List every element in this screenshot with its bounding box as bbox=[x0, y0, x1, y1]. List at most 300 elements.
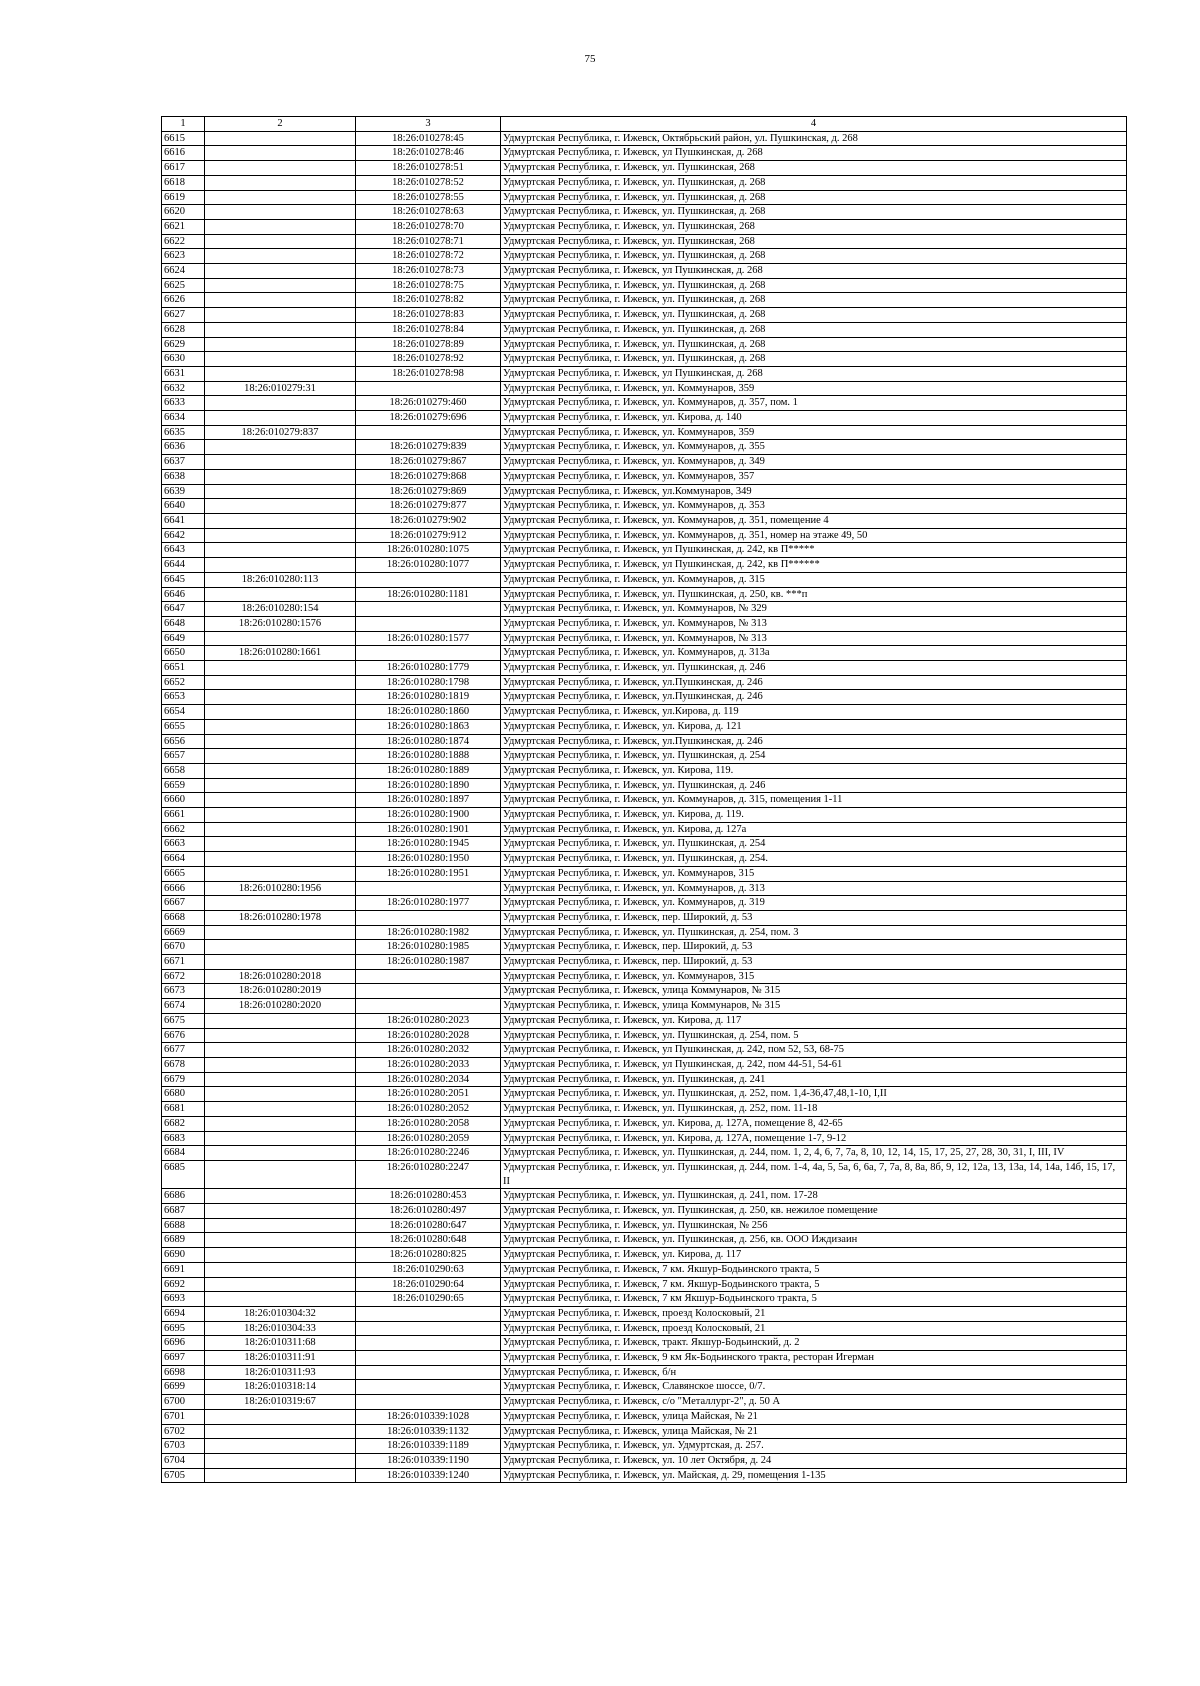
row-number-cell: 6658 bbox=[162, 763, 205, 778]
table-row bbox=[162, 131, 1127, 146]
table-row bbox=[162, 499, 1127, 514]
address-cell: Удмуртская Республика, г. Ижевск, ул. Пушкинская, д. 268 bbox=[501, 322, 1127, 337]
building-cadastral-cell: 18:26:010278:72 bbox=[356, 249, 501, 264]
table-body bbox=[162, 117, 1127, 1483]
row-number-cell: 6634 bbox=[162, 411, 205, 426]
cadastral-number-cell bbox=[205, 705, 356, 720]
row-number-cell: 6639 bbox=[162, 484, 205, 499]
address-cell: Удмуртская Республика, г. Ижевск, ул. Пушкинская, д. 268 bbox=[501, 190, 1127, 205]
row-number-cell: 6670 bbox=[162, 940, 205, 955]
building-cadastral-cell: 18:26:010280:2059 bbox=[356, 1131, 501, 1146]
building-cadastral-cell: 18:26:010280:1901 bbox=[356, 822, 501, 837]
cadastral-number-cell: 18:26:010311:68 bbox=[205, 1336, 356, 1351]
address-cell: Удмуртская Республика, г. Ижевск, ул. Коммунаров, д. 351, номер на этаже 49, 50 bbox=[501, 528, 1127, 543]
cadastral-number-cell bbox=[205, 690, 356, 705]
cadastral-number-cell bbox=[205, 1043, 356, 1058]
row-number-cell: 6678 bbox=[162, 1058, 205, 1073]
table-row bbox=[162, 1453, 1127, 1468]
address-cell: Удмуртская Республика, г. Ижевск, ул. Пушкинская, д. 254 bbox=[501, 749, 1127, 764]
building-cadastral-cell: 18:26:010280:1077 bbox=[356, 558, 501, 573]
row-number-cell: 6686 bbox=[162, 1189, 205, 1204]
address-cell: Удмуртская Республика, г. Ижевск, ул. Пушкинская, д. 268 bbox=[501, 205, 1127, 220]
building-cadastral-cell: 18:26:010280:1779 bbox=[356, 661, 501, 676]
cadastral-number-cell bbox=[205, 1262, 356, 1277]
table-row bbox=[162, 587, 1127, 602]
cadastral-number-cell: 18:26:010280:2019 bbox=[205, 984, 356, 999]
table-row bbox=[162, 866, 1127, 881]
cadastral-number-cell bbox=[205, 234, 356, 249]
table-row bbox=[162, 1292, 1127, 1307]
cadastral-number-cell bbox=[205, 455, 356, 470]
building-cadastral-cell: 18:26:010339:1189 bbox=[356, 1439, 501, 1454]
cadastral-number-cell bbox=[205, 1160, 356, 1188]
row-number-cell: 6628 bbox=[162, 322, 205, 337]
row-number-cell: 6637 bbox=[162, 455, 205, 470]
address-cell: Удмуртская Республика, г. Ижевск, ул. Пушкинская, д. 254, пом. 5 bbox=[501, 1028, 1127, 1043]
address-cell: Удмуртская Республика, г. Ижевск, ул. Пушкинская, д. 241, пом. 17-28 bbox=[501, 1189, 1127, 1204]
building-cadastral-cell: 18:26:010280:2247 bbox=[356, 1160, 501, 1188]
address-cell: Удмуртская Республика, г. Ижевск, ул. Коммунаров, д. 353 bbox=[501, 499, 1127, 514]
cadastral-number-cell bbox=[205, 808, 356, 823]
building-cadastral-cell: 18:26:010280:825 bbox=[356, 1248, 501, 1263]
table-row bbox=[162, 719, 1127, 734]
table-row bbox=[162, 455, 1127, 470]
cadastral-number-cell bbox=[205, 837, 356, 852]
cadastral-number-cell: 18:26:010311:93 bbox=[205, 1365, 356, 1380]
cadastral-number-cell bbox=[205, 719, 356, 734]
address-cell: Удмуртская Республика, г. Ижевск, ул. Кирова, д. 117 bbox=[501, 1013, 1127, 1028]
building-cadastral-cell bbox=[356, 1336, 501, 1351]
cadastral-number-cell bbox=[205, 1116, 356, 1131]
address-cell: Удмуртская Республика, г. Ижевск, ул. Пушкинская, д. 241 bbox=[501, 1072, 1127, 1087]
row-number-cell: 6623 bbox=[162, 249, 205, 264]
address-cell: Удмуртская Республика, г. Ижевск, ул. Коммунаров, № 313 bbox=[501, 616, 1127, 631]
table-row bbox=[162, 969, 1127, 984]
cadastral-number-cell bbox=[205, 352, 356, 367]
address-cell: Удмуртская Республика, г. Ижевск, ул Пушкинская, д. 268 bbox=[501, 146, 1127, 161]
address-cell: Удмуртская Республика, г. Ижевск, ул. Пушкинская, д. 268 bbox=[501, 352, 1127, 367]
row-number-cell: 6618 bbox=[162, 175, 205, 190]
address-cell: Удмуртская Республика, г. Ижевск, ул. Кирова, д. 127А, помещение 1-7, 9-12 bbox=[501, 1131, 1127, 1146]
cadastral-number-cell bbox=[205, 778, 356, 793]
cadastral-number-cell: 18:26:010280:1661 bbox=[205, 646, 356, 661]
building-cadastral-cell: 18:26:010280:1951 bbox=[356, 866, 501, 881]
row-number-cell: 6684 bbox=[162, 1146, 205, 1161]
row-number-cell: 6704 bbox=[162, 1453, 205, 1468]
building-cadastral-cell bbox=[356, 425, 501, 440]
address-cell: Удмуртская Республика, г. Ижевск, ул. Пушкинская, д. 250, кв. ***п bbox=[501, 587, 1127, 602]
cadastral-number-cell: 18:26:010318:14 bbox=[205, 1380, 356, 1395]
building-cadastral-cell: 18:26:010279:460 bbox=[356, 396, 501, 411]
building-cadastral-cell: 18:26:010278:63 bbox=[356, 205, 501, 220]
cadastral-number-cell bbox=[205, 322, 356, 337]
table-row bbox=[162, 1336, 1127, 1351]
cadastral-number-cell: 18:26:010304:32 bbox=[205, 1306, 356, 1321]
row-number-cell: 6617 bbox=[162, 161, 205, 176]
table-row bbox=[162, 1043, 1127, 1058]
address-cell: Удмуртская Республика, г. Ижевск, ул Пушкинская, д. 242, кв П***** bbox=[501, 543, 1127, 558]
table-row bbox=[162, 602, 1127, 617]
address-cell: Удмуртская Республика, г. Ижевск, пер. Широкий, д. 53 bbox=[501, 955, 1127, 970]
cadastral-number-cell bbox=[205, 146, 356, 161]
address-cell: Удмуртская Республика, г. Ижевск, ул. Коммунаров, № 329 bbox=[501, 602, 1127, 617]
cadastral-number-cell bbox=[205, 440, 356, 455]
table-row bbox=[162, 1160, 1127, 1188]
row-number-cell: 6642 bbox=[162, 528, 205, 543]
row-number-cell: 6705 bbox=[162, 1468, 205, 1483]
table-row bbox=[162, 308, 1127, 323]
row-number-cell: 6685 bbox=[162, 1160, 205, 1188]
building-cadastral-cell: 18:26:010339:1028 bbox=[356, 1409, 501, 1424]
address-cell: Удмуртская Республика, г. Ижевск, ул. Пушкинская, д. 250, кв. нежилое помещение bbox=[501, 1204, 1127, 1219]
row-number-cell: 6691 bbox=[162, 1262, 205, 1277]
address-cell: Удмуртская Республика, г. Ижевск, б/н bbox=[501, 1365, 1127, 1380]
address-cell: Удмуртская Республика, г. Ижевск, пер. Широкий, д. 53 bbox=[501, 910, 1127, 925]
row-number-cell: 6671 bbox=[162, 955, 205, 970]
row-number-cell: 6673 bbox=[162, 984, 205, 999]
row-number-cell: 6677 bbox=[162, 1043, 205, 1058]
cadastral-number-cell bbox=[205, 1189, 356, 1204]
address-cell: Удмуртская Республика, г. Ижевск, ул. Кирова, д. 121 bbox=[501, 719, 1127, 734]
table-row bbox=[162, 264, 1127, 279]
cadastral-number-cell: 18:26:010279:837 bbox=[205, 425, 356, 440]
cadastral-number-cell bbox=[205, 1013, 356, 1028]
table-row bbox=[162, 661, 1127, 676]
row-number-cell: 6631 bbox=[162, 366, 205, 381]
row-number-cell: 6649 bbox=[162, 631, 205, 646]
table-row bbox=[162, 1306, 1127, 1321]
address-cell: Удмуртская Республика, г. Ижевск, ул. Пушкинская, д. 256, кв. ООО Иждизаин bbox=[501, 1233, 1127, 1248]
row-number-cell: 6695 bbox=[162, 1321, 205, 1336]
table-row bbox=[162, 558, 1127, 573]
table-row bbox=[162, 984, 1127, 999]
building-cadastral-cell: 18:26:010290:63 bbox=[356, 1262, 501, 1277]
building-cadastral-cell: 18:26:010278:73 bbox=[356, 264, 501, 279]
building-cadastral-cell: 18:26:010278:75 bbox=[356, 278, 501, 293]
address-cell: Удмуртская Республика, г. Ижевск, ул. Пушкинская, д. 254. bbox=[501, 852, 1127, 867]
cadastral-number-cell bbox=[205, 1131, 356, 1146]
address-cell: Удмуртская Республика, г. Ижевск, улица Коммунаров, № 315 bbox=[501, 999, 1127, 1014]
cadastral-number-cell bbox=[205, 484, 356, 499]
cadastral-number-cell bbox=[205, 411, 356, 426]
address-cell: Удмуртская Республика, г. Ижевск, ул. Кирова, д. 127а bbox=[501, 822, 1127, 837]
address-cell: Удмуртская Республика, г. Ижевск, пер. Широкий, д. 53 bbox=[501, 940, 1127, 955]
row-number-cell: 6625 bbox=[162, 278, 205, 293]
cadastral-number-cell bbox=[205, 852, 356, 867]
table-row bbox=[162, 484, 1127, 499]
building-cadastral-cell: 18:26:010280:2246 bbox=[356, 1146, 501, 1161]
address-cell: Удмуртская Республика, г. Ижевск, ул. Пушкинская, д. 268 bbox=[501, 278, 1127, 293]
row-number-cell: 6661 bbox=[162, 808, 205, 823]
building-cadastral-cell: 18:26:010280:1863 bbox=[356, 719, 501, 734]
address-cell: Удмуртская Республика, г. Ижевск, улица Майская, № 21 bbox=[501, 1424, 1127, 1439]
cadastral-number-cell bbox=[205, 822, 356, 837]
address-cell: Удмуртская Республика, г. Ижевск, ул. 10 лет Октября, д. 24 bbox=[501, 1453, 1127, 1468]
cadastral-number-cell: 18:26:010311:91 bbox=[205, 1351, 356, 1366]
row-number-cell: 6682 bbox=[162, 1116, 205, 1131]
row-number-cell: 6703 bbox=[162, 1439, 205, 1454]
cadastral-number-cell bbox=[205, 1248, 356, 1263]
address-cell: Удмуртская Республика, г. Ижевск, ул. Пушкинская, д. 246 bbox=[501, 661, 1127, 676]
cadastral-number-cell bbox=[205, 1058, 356, 1073]
address-cell: Удмуртская Республика, г. Ижевск, тракт. Якшур-Бодьинский, д. 2 bbox=[501, 1336, 1127, 1351]
building-cadastral-cell: 18:26:010280:1982 bbox=[356, 925, 501, 940]
row-number-cell: 6693 bbox=[162, 1292, 205, 1307]
row-number-cell: 6633 bbox=[162, 396, 205, 411]
table-row bbox=[162, 1277, 1127, 1292]
table-row bbox=[162, 440, 1127, 455]
address-cell: Удмуртская Республика, г. Ижевск, улица Коммунаров, № 315 bbox=[501, 984, 1127, 999]
table-row bbox=[162, 1395, 1127, 1410]
building-cadastral-cell: 18:26:010278:89 bbox=[356, 337, 501, 352]
building-cadastral-cell: 18:26:010280:1985 bbox=[356, 940, 501, 955]
address-cell: Удмуртская Республика, г. Ижевск, ул. Пушкинская, д. 252, пом. 1,4-36,47,48,1-10, I,II bbox=[501, 1087, 1127, 1102]
cadastral-number-cell bbox=[205, 940, 356, 955]
table-row bbox=[162, 1087, 1127, 1102]
address-cell: Удмуртская Республика, г. Ижевск, проезд Колосковый, 21 bbox=[501, 1321, 1127, 1336]
row-number-cell: 6666 bbox=[162, 881, 205, 896]
row-number-cell: 6672 bbox=[162, 969, 205, 984]
table-row bbox=[162, 513, 1127, 528]
cadastral-number-cell bbox=[205, 528, 356, 543]
building-cadastral-cell: 18:26:010279:877 bbox=[356, 499, 501, 514]
building-cadastral-cell: 18:26:010278:84 bbox=[356, 322, 501, 337]
row-number-cell: 6657 bbox=[162, 749, 205, 764]
cadastral-number-cell bbox=[205, 734, 356, 749]
table-row bbox=[162, 852, 1127, 867]
address-cell: Удмуртская Республика, г. Ижевск, Октябрьский район, ул. Пушкинская, д. 268 bbox=[501, 131, 1127, 146]
cadastral-number-cell: 18:26:010319:67 bbox=[205, 1395, 356, 1410]
table-row bbox=[162, 1218, 1127, 1233]
table-row bbox=[162, 396, 1127, 411]
cadastral-number-cell bbox=[205, 308, 356, 323]
building-cadastral-cell: 18:26:010278:45 bbox=[356, 131, 501, 146]
row-number-cell: 6688 bbox=[162, 1218, 205, 1233]
building-cadastral-cell: 18:26:010278:70 bbox=[356, 219, 501, 234]
row-number-cell: 6622 bbox=[162, 234, 205, 249]
cadastral-number-cell: 18:26:010280:2020 bbox=[205, 999, 356, 1014]
table-row bbox=[162, 219, 1127, 234]
cadastral-number-cell bbox=[205, 190, 356, 205]
building-cadastral-cell: 18:26:010278:82 bbox=[356, 293, 501, 308]
table-row bbox=[162, 352, 1127, 367]
table-row bbox=[162, 763, 1127, 778]
building-cadastral-cell bbox=[356, 1380, 501, 1395]
building-cadastral-cell bbox=[356, 910, 501, 925]
address-cell: Удмуртская Республика, г. Ижевск, ул. Пушкинская, 268 bbox=[501, 161, 1127, 176]
cadastral-number-cell: 18:26:010280:113 bbox=[205, 572, 356, 587]
address-cell: Удмуртская Республика, г. Ижевск, ул. Пушкинская, д. 254, пом. 3 bbox=[501, 925, 1127, 940]
address-cell: Удмуртская Республика, г. Ижевск, проезд Колосковый, 21 bbox=[501, 1306, 1127, 1321]
building-cadastral-cell bbox=[356, 572, 501, 587]
building-cadastral-cell: 18:26:010280:1819 bbox=[356, 690, 501, 705]
building-cadastral-cell: 18:26:010280:1900 bbox=[356, 808, 501, 823]
building-cadastral-cell: 18:26:010280:647 bbox=[356, 1218, 501, 1233]
table-row bbox=[162, 999, 1127, 1014]
table-row bbox=[162, 793, 1127, 808]
table-row bbox=[162, 631, 1127, 646]
building-cadastral-cell bbox=[356, 646, 501, 661]
table-row bbox=[162, 1116, 1127, 1131]
row-number-cell: 6646 bbox=[162, 587, 205, 602]
table-row bbox=[162, 955, 1127, 970]
table-row bbox=[162, 1424, 1127, 1439]
cadastral-number-cell bbox=[205, 631, 356, 646]
building-cadastral-cell bbox=[356, 381, 501, 396]
cadastral-number-cell bbox=[205, 131, 356, 146]
cadastral-number-cell bbox=[205, 558, 356, 573]
address-cell: Удмуртская Республика, г. Ижевск, ул. Кирова, д. 119. bbox=[501, 808, 1127, 823]
address-cell: Удмуртская Республика, г. Ижевск, ул. Пушкинская, д. 268 bbox=[501, 249, 1127, 264]
table-row bbox=[162, 1321, 1127, 1336]
address-cell: Удмуртская Республика, г. Ижевск, ул. Кирова, д. 127А, помещение 8, 42-65 bbox=[501, 1116, 1127, 1131]
table-row bbox=[162, 322, 1127, 337]
table-row bbox=[162, 1233, 1127, 1248]
table-row bbox=[162, 161, 1127, 176]
address-cell: Удмуртская Республика, г. Ижевск, ул. Удмуртская, д. 257. bbox=[501, 1439, 1127, 1454]
row-number-cell: 6659 bbox=[162, 778, 205, 793]
table-row bbox=[162, 234, 1127, 249]
cadastral-number-cell bbox=[205, 543, 356, 558]
table-row bbox=[162, 278, 1127, 293]
row-number-cell: 6702 bbox=[162, 1424, 205, 1439]
address-cell: Удмуртская Республика, г. Ижевск, ул Пушкинская, д. 242, пом 52, 53, 68-75 bbox=[501, 1043, 1127, 1058]
address-cell: Удмуртская Республика, г. Ижевск, ул. Пушкинская, д. 268 bbox=[501, 293, 1127, 308]
row-number-cell: 6647 bbox=[162, 602, 205, 617]
cadastral-number-cell bbox=[205, 1453, 356, 1468]
cadastral-number-cell bbox=[205, 1204, 356, 1219]
building-cadastral-cell: 18:26:010280:2058 bbox=[356, 1116, 501, 1131]
table-row bbox=[162, 381, 1127, 396]
address-cell: Удмуртская Республика, г. Ижевск, ул. Коммунаров, № 313 bbox=[501, 631, 1127, 646]
cadastral-number-cell bbox=[205, 161, 356, 176]
building-cadastral-cell bbox=[356, 881, 501, 896]
row-number-cell: 6629 bbox=[162, 337, 205, 352]
address-cell: Удмуртская Республика, г. Ижевск, ул.Коммунаров, 349 bbox=[501, 484, 1127, 499]
building-cadastral-cell: 18:26:010278:52 bbox=[356, 175, 501, 190]
row-number-cell: 6679 bbox=[162, 1072, 205, 1087]
building-cadastral-cell: 18:26:010290:65 bbox=[356, 1292, 501, 1307]
building-cadastral-cell: 18:26:010280:1075 bbox=[356, 543, 501, 558]
table-row bbox=[162, 749, 1127, 764]
building-cadastral-cell: 18:26:010279:867 bbox=[356, 455, 501, 470]
cadastral-number-cell bbox=[205, 249, 356, 264]
address-cell: Удмуртская Республика, г. Ижевск, ул. Майская, д. 29, помещения 1-135 bbox=[501, 1468, 1127, 1483]
cadastral-number-cell bbox=[205, 469, 356, 484]
header-col-1: 1 bbox=[162, 117, 205, 132]
row-number-cell: 6635 bbox=[162, 425, 205, 440]
row-number-cell: 6630 bbox=[162, 352, 205, 367]
building-cadastral-cell bbox=[356, 602, 501, 617]
building-cadastral-cell: 18:26:010280:2051 bbox=[356, 1087, 501, 1102]
table-row bbox=[162, 646, 1127, 661]
building-cadastral-cell: 18:26:010279:912 bbox=[356, 528, 501, 543]
row-number-cell: 6648 bbox=[162, 616, 205, 631]
table-row bbox=[162, 1072, 1127, 1087]
building-cadastral-cell bbox=[356, 1321, 501, 1336]
table-row bbox=[162, 675, 1127, 690]
address-cell: Удмуртская Республика, г. Ижевск, ул. Коммунаров, д. 355 bbox=[501, 440, 1127, 455]
row-number-cell: 6674 bbox=[162, 999, 205, 1014]
row-number-cell: 6675 bbox=[162, 1013, 205, 1028]
page-number: 75 bbox=[584, 53, 596, 65]
table-row bbox=[162, 1146, 1127, 1161]
building-cadastral-cell: 18:26:010279:902 bbox=[356, 513, 501, 528]
cadastral-number-cell bbox=[205, 793, 356, 808]
row-number-cell: 6652 bbox=[162, 675, 205, 690]
address-cell: Удмуртская Республика, г. Ижевск, с/о "Металлург-2", д. 50 А bbox=[501, 1395, 1127, 1410]
address-cell: Удмуртская Республика, г. Ижевск, ул. Пушкинская, д. 268 bbox=[501, 337, 1127, 352]
row-number-cell: 6640 bbox=[162, 499, 205, 514]
row-number-cell: 6687 bbox=[162, 1204, 205, 1219]
building-cadastral-cell: 18:26:010280:1977 bbox=[356, 896, 501, 911]
address-cell: Удмуртская Республика, г. Ижевск, ул. Коммунаров, 315 bbox=[501, 866, 1127, 881]
row-number-cell: 6656 bbox=[162, 734, 205, 749]
building-cadastral-cell: 18:26:010339:1240 bbox=[356, 1468, 501, 1483]
row-number-cell: 6663 bbox=[162, 837, 205, 852]
table-row bbox=[162, 411, 1127, 426]
table-row bbox=[162, 1131, 1127, 1146]
cadastral-number-cell: 18:26:010280:1956 bbox=[205, 881, 356, 896]
cadastral-number-cell bbox=[205, 337, 356, 352]
address-cell: Удмуртская Республика, г. Ижевск, ул. Коммунаров, д. 349 bbox=[501, 455, 1127, 470]
row-number-cell: 6667 bbox=[162, 896, 205, 911]
table-row bbox=[162, 1013, 1127, 1028]
address-cell: Удмуртская Республика, г. Ижевск, ул.Пушкинская, д. 246 bbox=[501, 675, 1127, 690]
address-cell: Удмуртская Республика, г. Ижевск, ул. Пушкинская, д. 244, пом. 1-4, 4а, 5, 5а, 6, 6а, 7, 7а, 8, 8а, 8б, 9, 12, 12а, 13, 13а, 14, 14а, 14б, 15, 17, II bbox=[501, 1160, 1127, 1188]
table-row bbox=[162, 778, 1127, 793]
row-number-cell: 6699 bbox=[162, 1380, 205, 1395]
row-number-cell: 6669 bbox=[162, 925, 205, 940]
header-col-2: 2 bbox=[205, 117, 356, 132]
table-row bbox=[162, 572, 1127, 587]
row-number-cell: 6621 bbox=[162, 219, 205, 234]
address-cell: Удмуртская Республика, г. Ижевск, 7 км. Якшур-Бодьинского тракта, 5 bbox=[501, 1277, 1127, 1292]
cadastral-number-cell bbox=[205, 1292, 356, 1307]
building-cadastral-cell bbox=[356, 984, 501, 999]
table-row bbox=[162, 616, 1127, 631]
row-number-cell: 6662 bbox=[162, 822, 205, 837]
building-cadastral-cell bbox=[356, 616, 501, 631]
building-cadastral-cell: 18:26:010339:1190 bbox=[356, 1453, 501, 1468]
table-row bbox=[162, 249, 1127, 264]
row-number-cell: 6645 bbox=[162, 572, 205, 587]
building-cadastral-cell: 18:26:010280:1950 bbox=[356, 852, 501, 867]
cadastral-number-cell bbox=[205, 278, 356, 293]
row-number-cell: 6660 bbox=[162, 793, 205, 808]
cadastral-number-cell: 18:26:010280:1978 bbox=[205, 910, 356, 925]
row-number-cell: 6689 bbox=[162, 1233, 205, 1248]
cadastral-number-cell bbox=[205, 1424, 356, 1439]
address-cell: Удмуртская Республика, г. Ижевск, ул. Коммунаров, 315 bbox=[501, 969, 1127, 984]
building-cadastral-cell: 18:26:010279:839 bbox=[356, 440, 501, 455]
building-cadastral-cell: 18:26:010278:71 bbox=[356, 234, 501, 249]
building-cadastral-cell: 18:26:010280:1874 bbox=[356, 734, 501, 749]
building-cadastral-cell: 18:26:010280:1798 bbox=[356, 675, 501, 690]
row-number-cell: 6651 bbox=[162, 661, 205, 676]
building-cadastral-cell: 18:26:010278:46 bbox=[356, 146, 501, 161]
building-cadastral-cell: 18:26:010280:648 bbox=[356, 1233, 501, 1248]
table-row bbox=[162, 1468, 1127, 1483]
table-row bbox=[162, 293, 1127, 308]
table-row bbox=[162, 528, 1127, 543]
row-number-cell: 6696 bbox=[162, 1336, 205, 1351]
cadastral-number-cell bbox=[205, 1468, 356, 1483]
table-row bbox=[162, 1262, 1127, 1277]
table-row bbox=[162, 910, 1127, 925]
table-row bbox=[162, 896, 1127, 911]
cadastral-number-cell bbox=[205, 219, 356, 234]
